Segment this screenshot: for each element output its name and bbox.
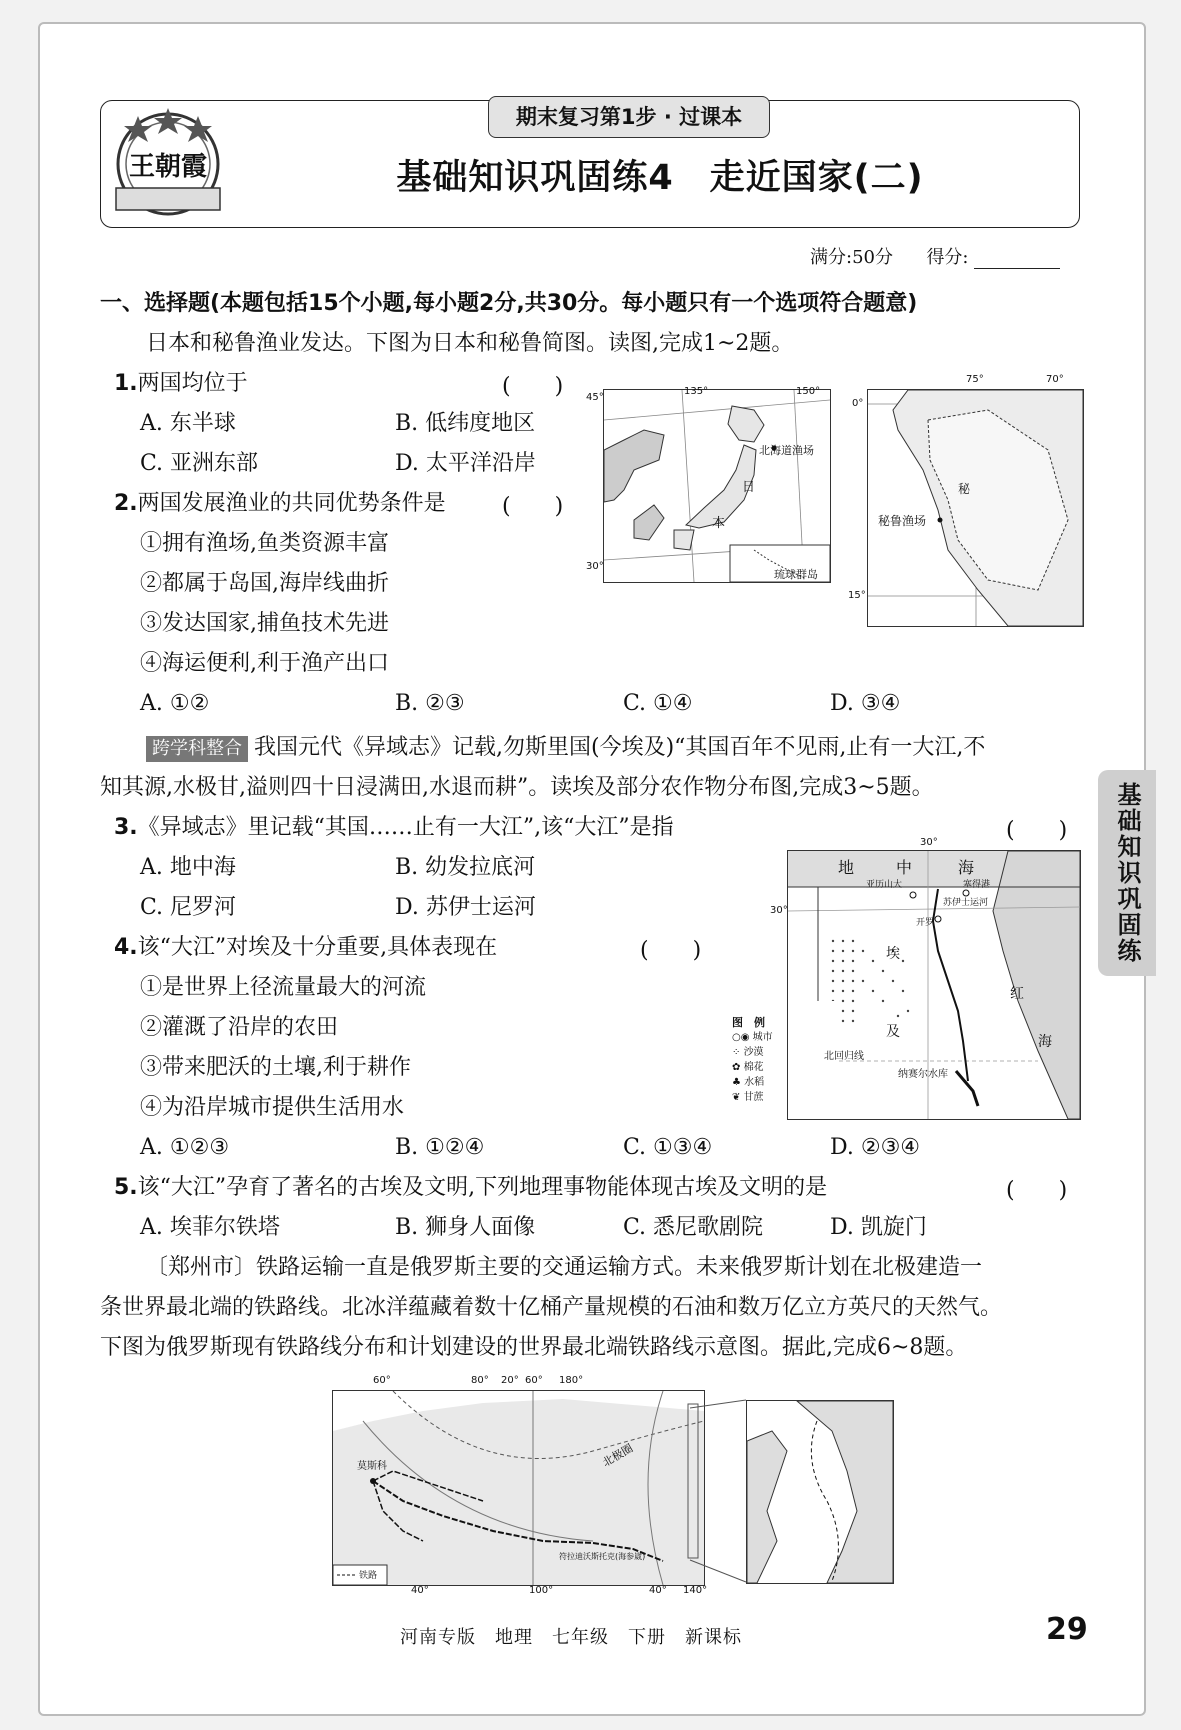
egypt-label-2: 及 (886, 1024, 900, 1040)
vladivostok-label: 符拉迪沃斯托克(海参崴) (559, 1552, 646, 1561)
q2-statement-3: ③发达国家,捕鱼技术先进 (140, 611, 389, 636)
arctic-circle-label: 北极圈 (600, 1441, 636, 1470)
japan-lon-1: 135° (684, 386, 709, 397)
q4-option-b[interactable]: B. ①②④ (395, 1135, 485, 1160)
legend-item-rice: ♣ 水稻 (732, 1077, 765, 1088)
russia-lon-top-2: 80° (471, 1375, 489, 1386)
lake-nasser-label: 纳赛尔水库 (898, 1069, 948, 1080)
egypt-legend-title: 图 例 (732, 1016, 765, 1029)
intro-3-line-3: 下图为俄罗斯现有铁路线分布和计划建设的世界最北端铁路线示意图。据此,完成6~8题。 (100, 1335, 968, 1360)
russia-lon-top-3: 20° (501, 1375, 519, 1386)
full-score: 满分:50分 (810, 247, 893, 268)
q1-option-a[interactable]: A. 东半球 (140, 411, 236, 436)
q2-option-b[interactable]: B. ②③ (395, 691, 465, 716)
q2-statement-1: ①拥有渔场,鱼类资源丰富 (140, 531, 389, 556)
q2-text: 两国发展渔业的共同优势条件是 (137, 491, 446, 516)
q1-text: 两国均位于 (137, 371, 248, 396)
japan-lat-2: 30° (586, 561, 604, 572)
q4-statement-1: ①是世界上径流量最大的河流 (140, 975, 427, 1000)
q2-statement-2: ②都属于岛国,海岸线曲折 (140, 571, 389, 596)
legend-item-cotton: ✿ 棉花 (732, 1062, 764, 1073)
russia-lon-top-1: 60° (373, 1375, 391, 1386)
q5-num: 5. (114, 1175, 138, 1200)
rice-icon: ♣ (732, 1077, 745, 1088)
russia-lon-bottom-1: 40° (411, 1585, 429, 1596)
q3-option-b[interactable]: B. 幼发拉底河 (395, 855, 536, 880)
intro-2-text-1: 我国元代《异域志》记载,勿斯里国(今埃及)“其国百年不见雨,止有一大江,不 (254, 735, 986, 760)
q3-answer-paren[interactable]: ( ) (1006, 818, 1068, 843)
q4-num: 4. (114, 935, 138, 960)
japan-lat-1: 45° (586, 392, 604, 403)
q5-text: 该“大江”孕育了著名的古埃及文明,下列地理事物能体现古埃及文明的是 (137, 1175, 828, 1200)
q4-statement-3: ③带来肥沃的土壤,利于耕作 (140, 1055, 411, 1080)
footer-text: 河南专版 地理 七年级 下册 新课标 (400, 1627, 742, 1648)
q2-statement-4: ④海运便利,利于渔产出口 (140, 651, 389, 676)
q4-statement-4: ④为沿岸城市提供生活用水 (140, 1095, 405, 1120)
legend-item-sugarcane: ❦ 甘蔗 (732, 1092, 764, 1103)
page-title: 基础知识巩固练4 走近国家(二) (396, 158, 924, 198)
score-label: 得分: (926, 247, 969, 268)
q2-option-c[interactable]: C. ①④ (623, 691, 693, 716)
sea-label-3: 海 (958, 858, 975, 877)
intro-3-line-2: 条世界最北端的铁路线。北冰洋蕴藏着数十亿桶产量规模的石油和数万亿立方英尺的天然气。 (100, 1295, 1003, 1320)
russia-lon-top-4: 60° (525, 1375, 543, 1386)
q3-num: 3. (114, 815, 138, 840)
arctic-railway-inset-map (746, 1400, 894, 1584)
peru-lon-1: 75° (966, 374, 984, 385)
q1-num: 1. (114, 371, 138, 396)
intro-1: 日本和秘鲁渔业发达。下图为日本和秘鲁简图。读图,完成1~2题。 (146, 331, 794, 356)
peru-country-label: 秘 (958, 482, 971, 496)
q1-option-c[interactable]: C. 亚洲东部 (140, 451, 259, 476)
q2-option-d[interactable]: D. ③④ (830, 691, 901, 716)
russia-lon-bottom-3: 40° (649, 1585, 667, 1596)
railway-legend-label: 铁路 (359, 1571, 378, 1581)
q4-statement-2: ②灌溉了沿岸的农田 (140, 1015, 339, 1040)
japan-fishery-label: 北海道渔场 (759, 444, 814, 457)
q5-answer-paren[interactable]: ( ) (1006, 1178, 1068, 1203)
q2-option-a[interactable]: A. ①② (140, 691, 210, 716)
desert-icon: ⁘ (732, 1047, 744, 1058)
red-sea-label-2: 海 (1038, 1034, 1052, 1050)
tropic-label: 北回归线 (824, 1051, 864, 1062)
q1-option-d[interactable]: D. 太平洋沿岸 (395, 451, 536, 476)
q2-answer-paren[interactable]: ( ) (502, 494, 564, 519)
peru-lon-2: 70° (1046, 374, 1064, 385)
city-icon: ○◉ (732, 1032, 753, 1043)
sugarcane-icon: ❦ (732, 1092, 744, 1103)
q3-option-d[interactable]: D. 苏伊士运河 (395, 895, 536, 920)
ryukyu-label: 琉球群岛 (774, 568, 818, 581)
alexandria-label: 亚历山大 (866, 880, 903, 890)
step-pill: 期末复习第1步 · 过课本 (488, 96, 770, 138)
egypt-lon: 30° (920, 837, 938, 848)
peru-fishery-label: 秘鲁渔场 (878, 514, 927, 528)
q5-option-d[interactable]: D. 凯旋门 (830, 1215, 927, 1240)
logo-text: 王朝霞 (128, 152, 207, 182)
moscow-label: 莫斯科 (357, 1461, 387, 1472)
japan-country-label-1: 日 (742, 480, 756, 495)
intro-2-line-2: 知其源,水极甘,溢则四十日浸满田,水退而耕”。读埃及部分农作物分布图,完成3~5题。 (100, 775, 934, 800)
q3-option-a[interactable]: A. 地中海 (140, 855, 236, 880)
russia-lon-top-5: 180° (559, 1375, 584, 1386)
page-number: 29 (1046, 1612, 1088, 1647)
q5-option-a[interactable]: A. 埃菲尔铁塔 (140, 1215, 280, 1240)
port-said-label: 塞得港 (963, 880, 991, 890)
cross-subject-tag: 跨学科整合 (146, 736, 248, 762)
egypt-label-1: 埃 (886, 946, 900, 962)
legend-item-desert: ⁘ 沙漠 (732, 1047, 764, 1058)
peru-lat-1: 0° (852, 398, 864, 409)
q2-num: 2. (114, 491, 138, 516)
section-heading: 一、选择题(本题包括15个小题,每小题2分,共30分。每小题只有一个选项符合题意) (100, 291, 918, 316)
q1-answer-paren[interactable]: ( ) (502, 374, 564, 399)
egypt-lat: 30° (770, 905, 788, 916)
japan-country-label-2: 本 (712, 516, 726, 531)
q4-text: 该“大江”对埃及十分重要,具体表现在 (137, 935, 498, 960)
side-tab[interactable]: 基础知识巩固练 (1098, 770, 1156, 976)
legend-item-city: ○◉ 城市 (732, 1032, 773, 1043)
cotton-icon: ✿ (732, 1062, 744, 1073)
russia-lon-bottom-2: 100° (529, 1585, 554, 1596)
sea-label-1: 地 (838, 858, 855, 877)
sea-label-2: 中 (896, 858, 913, 877)
intro-3-line-1: 〔郑州市〕铁路运输一直是俄罗斯主要的交通运输方式。未来俄罗斯计划在北极建造一 (146, 1255, 983, 1280)
cairo-label: 开罗 (916, 918, 935, 928)
red-sea-label-1: 红 (1010, 986, 1024, 1002)
q4-option-c[interactable]: C. ①③④ (623, 1135, 713, 1160)
q4-option-d[interactable]: D. ②③④ (830, 1135, 921, 1160)
q5-option-c[interactable]: C. 悉尼歌剧院 (623, 1215, 764, 1240)
q1-option-b[interactable]: B. 低纬度地区 (395, 411, 536, 436)
peru-lat-2: 15° (848, 590, 866, 601)
q5-option-b[interactable]: B. 狮身人面像 (395, 1215, 536, 1240)
japan-lon-2: 150° (796, 386, 821, 397)
q3-option-c[interactable]: C. 尼罗河 (140, 895, 237, 920)
q4-answer-paren[interactable]: ( ) (640, 938, 702, 963)
russia-lon-bottom-4: 140° (683, 1585, 708, 1596)
suez-canal-label: 苏伊士运河 (943, 898, 989, 908)
q3-text: 《异域志》里记载“其国……止有一大江”,该“大江”是指 (137, 815, 674, 840)
q4-option-a[interactable]: A. ①②③ (140, 1135, 230, 1160)
